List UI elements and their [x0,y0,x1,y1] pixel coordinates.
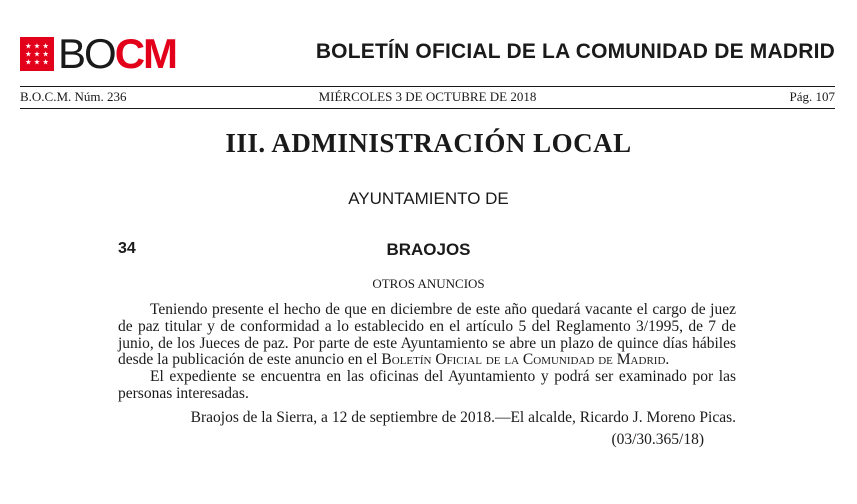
organization-heading: AYUNTAMIENTO DE [348,189,509,208]
page-number: Pág. 107 [789,89,835,104]
header-rule-top [20,86,835,87]
publication-title: BOLETÍN OFICIAL DE LA COMUNIDAD DE MADRID [315,40,835,63]
entry-name: BRAOJOS [386,240,471,259]
entry-number: 34 [118,240,136,257]
paragraph-1: Teniendo presente el hecho de que en diciembre de este año quedará vacante el cargo de juez de paz titular y de conformidad a lo establecido en el artículo 5 del Reglamento 3/1995, de 7 de junio, de los Jueces de paz. Por parte de este Ayuntamiento se abre un plazo de quince días hábiles desde la publicación de este anuncio en el Boletín Oficial de la Comunidad de Madrid. [118,301,736,369]
signature-line: Braojos de la Sierra, a 12 de septiembre de 2018.—El alcalde, Ricardo J. Moreno Picas. [190,408,736,426]
bocm-logo [20,30,177,77]
page-header [20,30,835,77]
reference-code: (03/30.365/18) [611,430,704,448]
logo-wordmark: BOCM [58,30,177,77]
publication-reference: Boletín Oficial de la Comunidad de Madrid [381,351,666,369]
section-title: III. ADMINISTRACIÓN LOCAL [225,128,632,158]
madrid-flag-icon [20,37,54,71]
header-rule-bottom [20,108,835,109]
issue-date: MIÉRCOLES 3 DE OCTUBRE DE 2018 [318,89,537,104]
issue-number: B.O.C.M. Núm. 236 [20,89,127,104]
announcement-body [118,302,736,448]
announcement-category: OTROS ANUNCIOS [372,276,485,291]
paragraph-2: El expediente se encuentra en las oficinas del Ayuntamiento y podrá ser examinado por las personas interesadas. [118,368,736,402]
issue-meta-bar [20,89,835,107]
